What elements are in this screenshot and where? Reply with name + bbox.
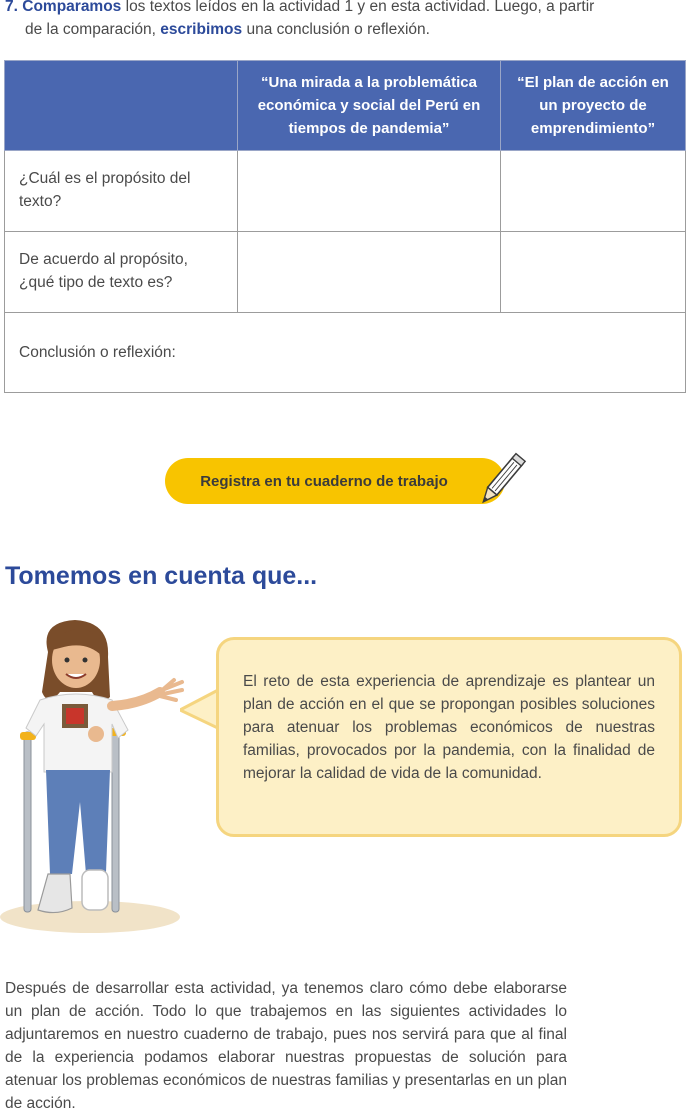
header-empty [5,61,238,151]
instruction-text-2: de la comparación, [25,21,161,38]
answer-cell[interactable] [501,232,686,313]
instruction-text-1: los textos leídos en la actividad 1 y en esta actividad. Luego, a partir [121,0,595,15]
question-purpose: ¿Cuál es el propósito del texto? [5,151,238,232]
instruction-verb-write: escribimos [160,21,243,38]
activity-instruction [5,0,685,41]
register-notebook-button[interactable]: Registra en tu cuaderno de trabajo [165,458,505,504]
header-text-1: “Una mirada a la problemática económica y social del Perú en tiempos de pandemia” [238,61,501,151]
instruction-text-3: una conclusión o reflexión. [242,21,430,38]
instruction-verb-compare: Comparamos [22,0,122,15]
bubble-text: El reto de esta experiencia de aprendizaje es plantear un plan de acción en el que se propongan posibles soluciones para atenuar los problemas económicos de nuestras familias, provocados por la pandemia, con la finalidad de mejorar la calidad de vida de la comunidad. [243,673,655,782]
item-number: 7. [5,0,18,15]
student-illustration [0,612,200,937]
table-row [5,313,686,393]
instruction-line-2 [5,18,685,41]
pencil-icon [470,450,530,514]
answer-cell[interactable] [501,151,686,232]
table-row [5,151,686,232]
table-header-row [5,61,686,151]
conclusion-cell[interactable]: Conclusión o reflexión: [5,313,686,393]
table-row [5,232,686,313]
speech-bubble [216,637,682,837]
answer-cell[interactable] [238,151,501,232]
section-title: Tomemos en cuenta que... [5,562,318,590]
comparison-table [4,60,686,393]
answer-cell[interactable] [238,232,501,313]
header-text-2: “El plan de acción en un proyecto de emprendimiento” [501,61,686,151]
question-text-type: De acuerdo al propósito, ¿qué tipo de texto es? [5,232,238,313]
closing-paragraph: Después de desarrollar esta actividad, ya tenemos claro cómo debe elaborarse un plan de acción. Todo lo que trabajemos en las siguientes actividades lo adjuntaremos en nuestro cuaderno de trabajo, pues nos servirá para que al final de la experiencia podamos elaborar nuestras propuestas de solución para atenuar los problemas económicos de nuestras familias y presentarlas en un plan de acción. [5,980,567,1112]
